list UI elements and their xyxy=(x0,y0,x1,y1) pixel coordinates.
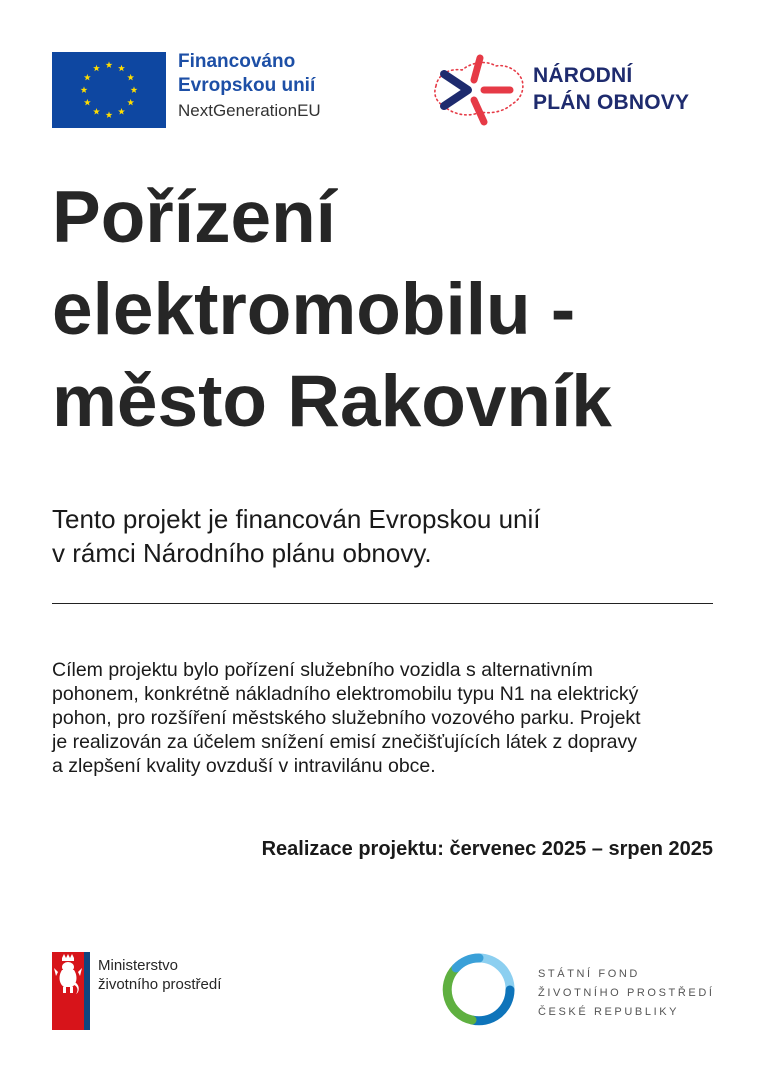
eu-line-financovano: Financováno xyxy=(178,51,296,72)
page-title xyxy=(52,172,732,448)
horizontal-divider xyxy=(52,603,713,604)
sfzp-line-2: ŽIVOTNÍHO PROSTŘEDÍ xyxy=(538,987,715,999)
sfzp-line-1: STÁTNÍ FOND xyxy=(538,968,640,980)
eu-funding-label xyxy=(178,50,321,124)
npo-logo-mark-icon xyxy=(428,48,528,132)
description-line-5: a zlepšení kvality ovzduší v intravilánu obce. xyxy=(52,755,436,777)
description-line-3: pohon, pro rozšíření městského služebního vozového parku. Projekt xyxy=(52,707,641,729)
eu-flag-logo xyxy=(52,52,166,128)
project-period: Realizace projektu: červenec 2025 – srpen 2025 xyxy=(261,838,713,860)
ministry-name xyxy=(98,956,221,994)
description-line-2: pohonem, konkrétně nákladního elektromobilu typu N1 na elektrický xyxy=(52,683,639,705)
intro-paragraph xyxy=(52,502,732,570)
ministry-line-1: Ministerstvo xyxy=(98,957,179,974)
description-line-1: Cílem projektu bylo pořízení služebního vozidla s alternativním xyxy=(52,659,593,681)
title-line-2: elektromobilu - xyxy=(52,269,576,350)
intro-line-1: Tento projekt je financován Evropskou unií xyxy=(52,504,541,534)
sfzp-line-3: ČESKÉ REPUBLIKY xyxy=(538,1006,680,1018)
eu-line-evropskou-unii: Evropskou unií xyxy=(178,75,316,96)
sfzp-circle-logo-icon xyxy=(442,952,516,1028)
sfzp-name xyxy=(538,965,715,1022)
npo-logo-text xyxy=(533,62,689,116)
npo-line-narodni: NÁRODNÍ xyxy=(533,64,633,87)
eu-stars-icon xyxy=(52,52,166,128)
ministry-coat-of-arms-icon xyxy=(52,952,90,1030)
title-line-1: Pořízení xyxy=(52,177,336,258)
title-line-3: město Rakovník xyxy=(52,361,612,442)
eu-line-nextgenerationeu: NextGenerationEU xyxy=(178,101,321,120)
npo-line-plan-obnovy: PLÁN OBNOVY xyxy=(533,91,690,114)
project-description xyxy=(52,658,722,778)
description-line-4: je realizován za účelem snížení emisí znečišťujících látek z dopravy xyxy=(52,731,637,753)
intro-line-2: v rámci Národního plánu obnovy. xyxy=(52,538,432,568)
ministry-line-2: životního prostředí xyxy=(98,976,222,993)
